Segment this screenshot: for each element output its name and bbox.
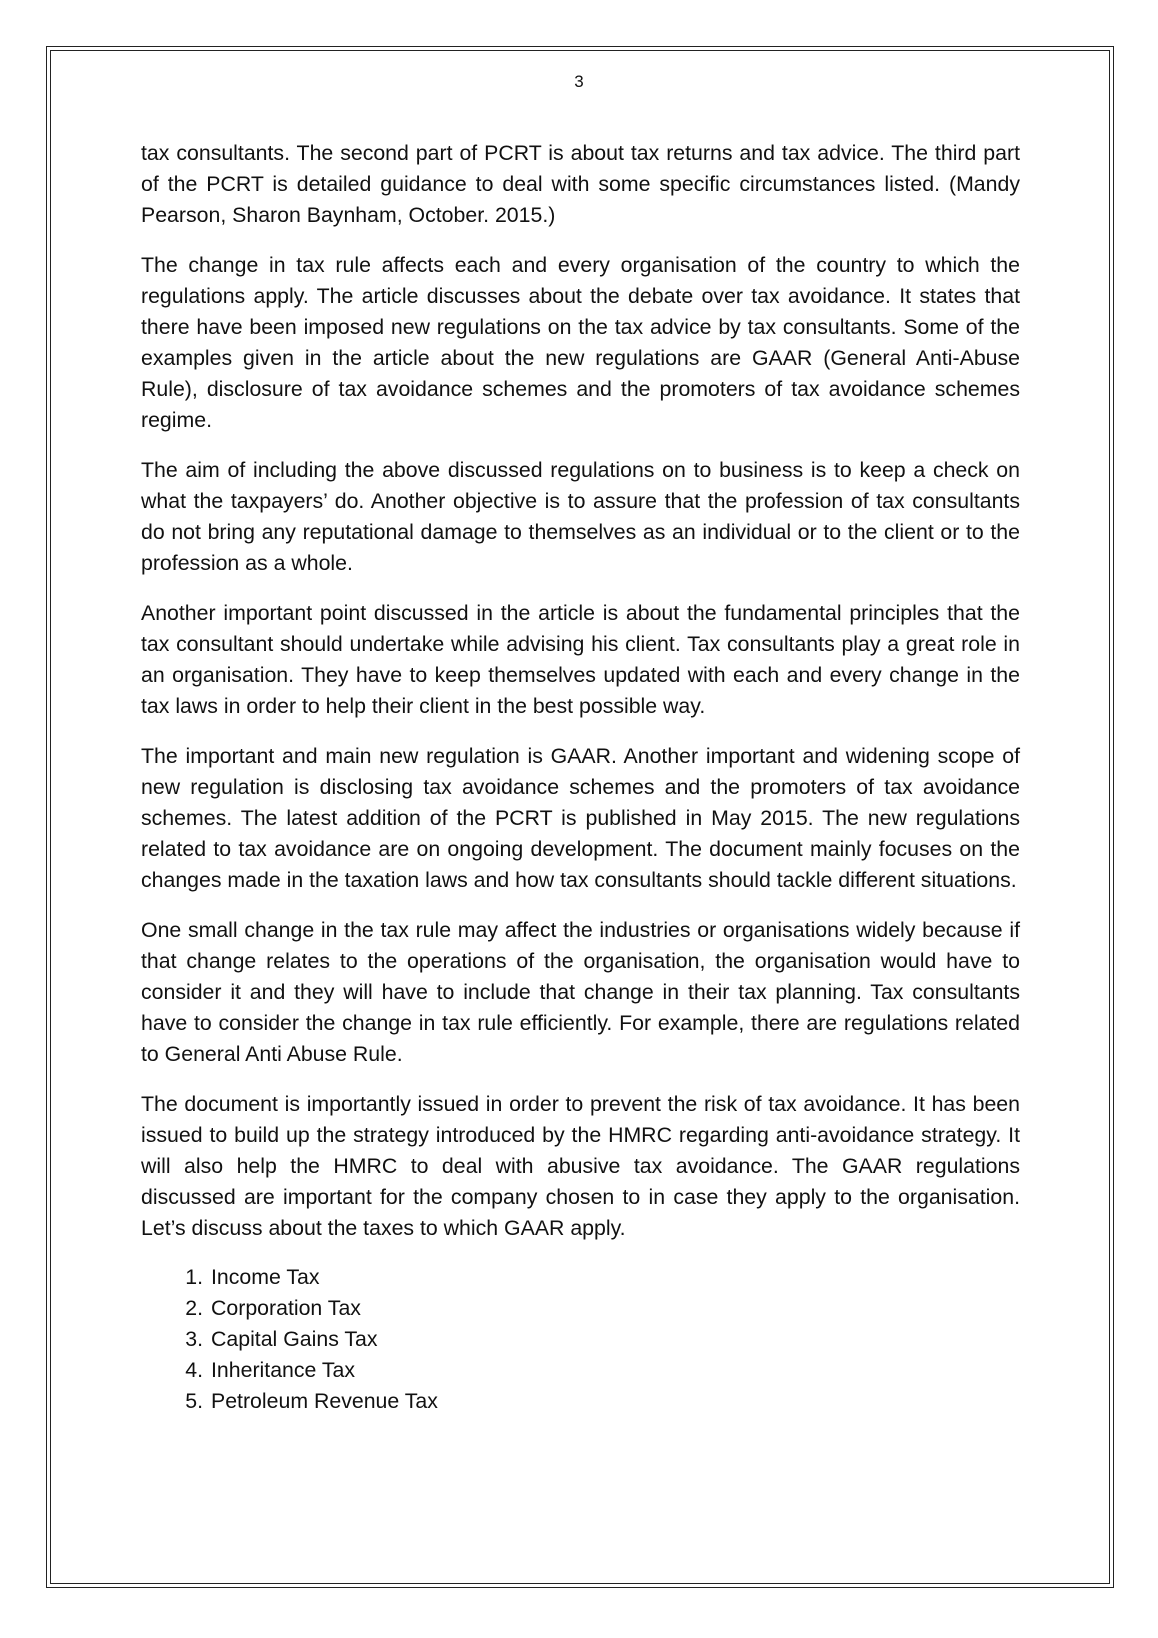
list-item-label: Corporation Tax	[211, 1296, 361, 1320]
list-item	[185, 1262, 1020, 1293]
list-item-label: Capital Gains Tax	[211, 1327, 378, 1351]
list-item	[185, 1324, 1020, 1355]
paragraph-4: Another important point discussed in the article is about the fundamental principles that the tax consultant should undertake while advising his client. Tax consultants play a great role in an organisation. They have to keep themselves updated with each and every change in the tax laws in order to help their client in the best possible way.	[141, 601, 1020, 718]
paragraph-1: tax consultants. The second part of PCRT is about tax returns and tax advice. The third part of the PCRT is detailed guidance to deal with some specific circumstances listed. (Mandy Pearson, Sharon Baynham, October. 2015.)	[141, 141, 1020, 227]
page-number: 3	[574, 72, 584, 91]
paragraph-6: One small change in the tax rule may affect the industries or organisations widely because if that change relates to the operations of the organisation, the organisation would have to consider it and they will have to include that change in their tax planning. Tax consultants have to consider the change in tax rule efficiently. For example, there are regulations related to General Anti Abuse Rule.	[141, 918, 1020, 1066]
paragraph-7: The document is importantly issued in order to prevent the risk of tax avoidance. It has been issued to build up the strategy introduced by the HMRC regarding anti-avoidance strategy. It will also help the HMRC to deal with abusive tax avoidance. The GAAR regulations discussed are important for the company chosen to in case they apply to the organisation. Let’s discuss about the taxes to which GAAR apply.	[141, 1092, 1020, 1240]
list-item	[185, 1293, 1020, 1324]
list-item-number: 2.	[185, 1296, 203, 1320]
paragraph-2: The change in tax rule affects each and every organisation of the country to which the regulations apply. The article discusses about the debate over tax avoidance. It states that there have been imposed new regulations on the tax advice by tax consultants. Some of the examples given in the article about the new regulations are GAAR (General Anti-Abuse Rule), disclosure of tax avoidance schemes and the promoters of tax avoidance schemes regime.	[141, 253, 1020, 432]
list-item-number: 3.	[185, 1327, 203, 1351]
list-item-number: 5.	[185, 1389, 203, 1413]
paragraph-5: The important and main new regulation is GAAR. Another important and widening scope of new regulation is disclosing tax avoidance schemes and the promoters of tax avoidance schemes. The latest addition of the PCRT is published in May 2015. The new regulations related to tax avoidance are on ongoing development. The document mainly focuses on the changes made in the taxation laws and how tax consultants should tackle different situations.	[141, 744, 1020, 892]
paragraph-3: The aim of including the above discussed regulations on to business is to keep a check on what the taxpayers’ do. Another objective is to assure that the profession of tax consultants do not bring any reputational damage to themselves as an individual or to the client or to the profession as a whole.	[141, 458, 1020, 575]
list-item	[185, 1386, 1020, 1417]
list-item-number: 1.	[185, 1265, 203, 1289]
list-item-label: Petroleum Revenue Tax	[211, 1389, 438, 1413]
list-item	[185, 1355, 1020, 1386]
list-item-number: 4.	[185, 1358, 203, 1382]
document-body	[141, 138, 1020, 1417]
list-item-label: Income Tax	[211, 1265, 320, 1289]
list-item-label: Inheritance Tax	[211, 1358, 356, 1382]
gaar-taxes-list	[141, 1262, 1020, 1417]
